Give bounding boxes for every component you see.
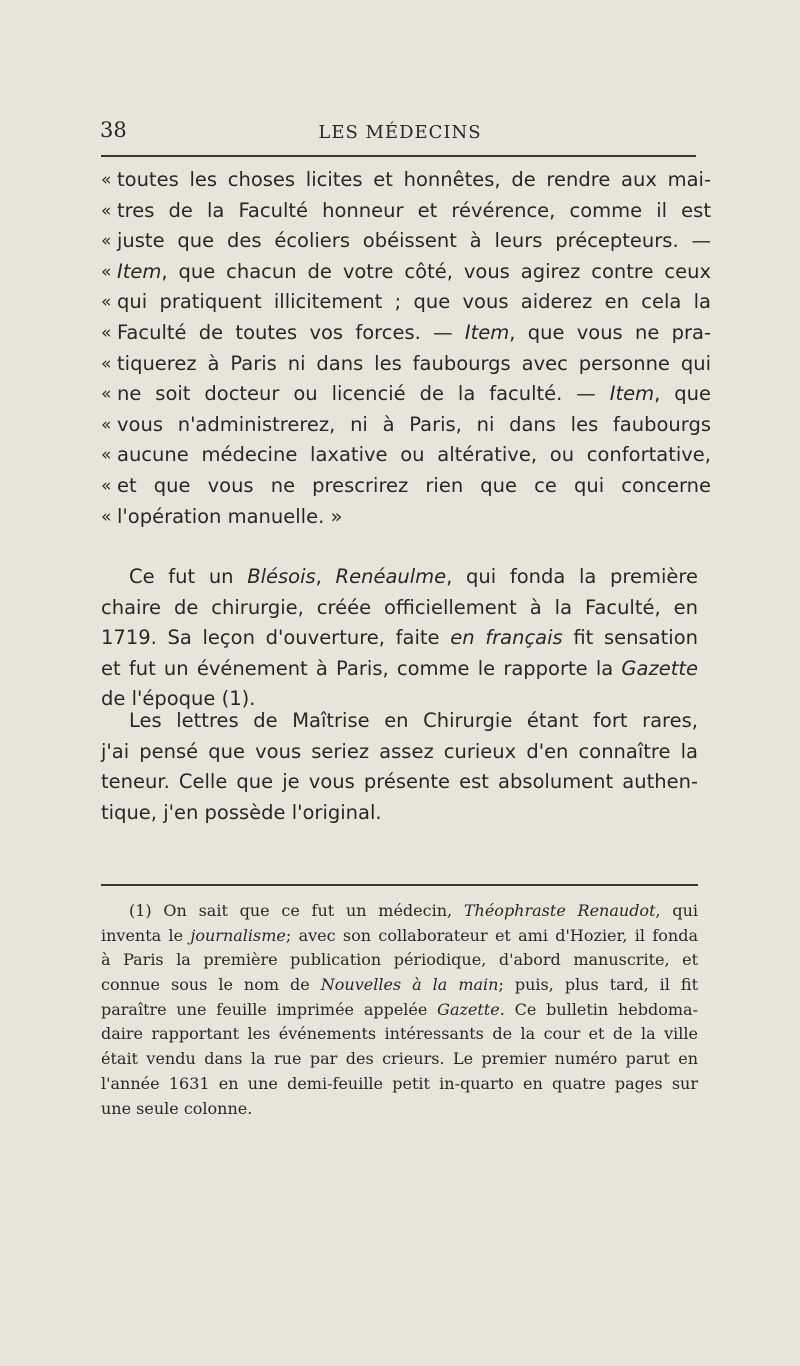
guillemet-mark: « <box>101 231 112 252</box>
paragraph-line: 1719. Sa leçon d'ouverture, faite en français fit sensation <box>101 626 698 650</box>
running-title: LES MÉDECINS <box>318 122 482 143</box>
guillemet-mark: « <box>101 200 112 221</box>
paragraph-line: teneur. Celle que je vous présente est absolument authen- <box>101 770 698 794</box>
guillemet-mark: « <box>101 384 112 405</box>
quote-line-text: tres de la Faculté honneur et révérence, comme il est <box>117 198 711 222</box>
quote-line <box>101 196 711 227</box>
footnote-line: paraître une feuille imprimée appelée Gazette. Ce bulletin hebdoma- <box>101 999 698 1019</box>
quote-line <box>101 379 711 410</box>
footnote-line: connue sous le nom de Nouvelles à la main; puis, plus tard, il fit <box>101 975 698 995</box>
quote-line <box>101 318 711 349</box>
footnote-line: une seule colonne. <box>101 1098 253 1118</box>
footnote-line: l'année 1631 en une demi-feuille petit in-quarto en quatre pages sur <box>101 1073 698 1093</box>
quote-line-text: aucune médecine laxative ou altérative, ou confortative, <box>117 443 711 467</box>
paragraph-line: Les lettres de Maîtrise en Chirurgie étant fort rares, <box>129 709 698 732</box>
guillemet-mark: « <box>101 353 112 374</box>
quote-line-text: tiquerez à Paris ni dans les faubourgs avec personne qui <box>117 351 711 375</box>
paragraph-line: j'ai pensé que vous seriez assez curieux d'en connaître la <box>101 739 698 763</box>
quote-line <box>101 226 711 257</box>
quote-line-text: qui pratiquent illicitement ; que vous aiderez en cela la <box>117 290 711 314</box>
paragraph-renéaulme <box>101 562 698 715</box>
footnote-line: à Paris la première publication périodique, d'abord manuscrite, et <box>101 950 698 970</box>
footnote <box>101 899 698 1121</box>
guillemet-mark: « <box>101 414 112 435</box>
footnote-line: (1) On sait que ce fut un médecin, Théophraste Renaudot, qui <box>129 901 698 920</box>
paragraph-lettres-maitrise <box>101 706 698 828</box>
page-header <box>0 118 800 148</box>
guillemet-mark: « <box>101 322 112 343</box>
quote-line <box>101 471 711 502</box>
quote-line <box>101 349 711 380</box>
guillemet-mark: « <box>101 475 112 496</box>
quote-line <box>101 440 711 471</box>
quote-line-text: ne soit docteur ou licencié de la faculté. — Item, que <box>117 382 711 406</box>
quote-line-text: l'opération manuelle. » <box>117 504 343 528</box>
guillemet-mark: « <box>101 506 112 527</box>
guillemet-mark: « <box>101 261 112 282</box>
paragraph-line: de l'époque (1). <box>101 687 256 711</box>
guillemet-mark: « <box>101 445 112 466</box>
quote-line-text: et que vous ne prescrirez rien que ce qui concerne <box>117 473 711 497</box>
guillemet-mark: « <box>101 170 112 190</box>
footnote-line: était vendu dans la rue par des crieurs. Le premier numéro parut en <box>101 1049 698 1069</box>
quote-line <box>101 165 711 196</box>
quote-line <box>101 502 711 533</box>
quote-line-text: vous n'administrerez, ni à Paris, ni dans les faubourgs <box>117 412 711 436</box>
quote-line-text: toutes les choses licites et honnêtes, de rendre aux mai- <box>117 168 711 191</box>
header-rule <box>101 155 696 157</box>
page-number: 38 <box>100 118 127 142</box>
footnote-line: inventa le journalisme; avec son collaborateur et ami d'Hozier, il fonda <box>101 925 698 945</box>
quote-line <box>101 257 711 288</box>
guillemet-mark: « <box>101 292 112 313</box>
quote-line-text: Item, que chacun de votre côté, vous agirez contre ceux <box>117 259 711 283</box>
paragraph-line: Ce fut un Blésois, Renéaulme, qui fonda la première <box>129 565 698 588</box>
footnote-rule <box>101 884 698 886</box>
paragraph-line: tique, j'en possède l'original. <box>101 800 382 824</box>
quote-line <box>101 287 711 318</box>
quote-line <box>101 410 711 441</box>
quote-line-text: juste que des écoliers obéissent à leurs précepteurs. — <box>117 229 711 253</box>
paragraph-line: chaire de chirurgie, créée officiellement à la Faculté, en <box>101 595 698 619</box>
paragraph-line: et fut un événement à Paris, comme le rapporte la Gazette <box>101 656 698 680</box>
quoted-oath <box>101 165 711 532</box>
footnote-line: daire rapportant les événements intéressants de la cour et de la ville <box>101 1024 698 1044</box>
quote-line-text: Faculté de toutes vos forces. — Item, que vous ne pra- <box>117 320 711 344</box>
